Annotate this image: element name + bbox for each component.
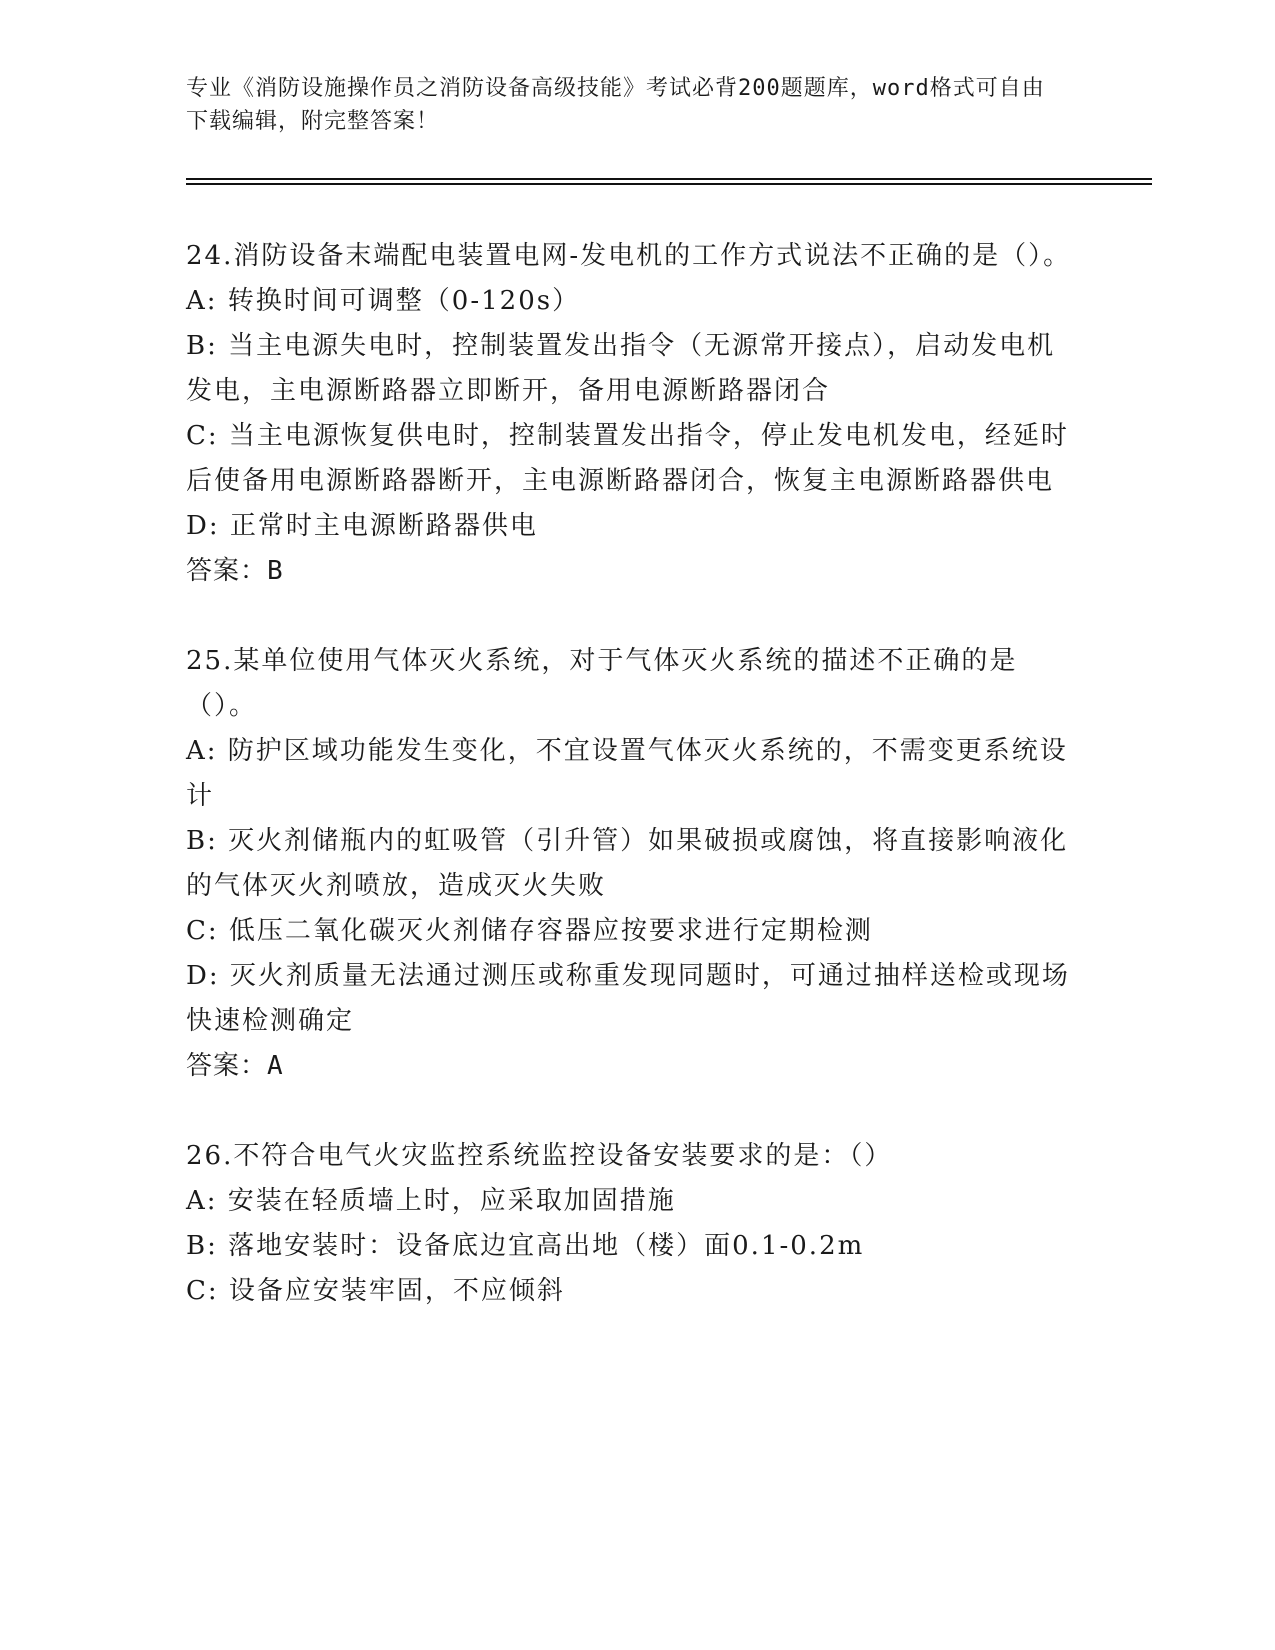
option-b: B: 当主电源失电时，控制装置发出指令（无源常开接点），启动发电机发电，主电源断路器立即断开，备用电源断路器闭合 bbox=[186, 331, 1056, 406]
option-a: A: 防护区域功能发生变化，不宜设置气体灭火系统的，不需变更系统设计 bbox=[186, 736, 1068, 811]
option-c: C: 当主电源恢复供电时，控制装置发出指令，停止发电机发电，经延时后使备用电源断路器断开，主电源断路器闭合，恢复主电源断路器供电 bbox=[186, 421, 1069, 496]
answer-label: 答案： bbox=[186, 556, 268, 586]
option-d: D: 灭火剂质量无法通过测压或称重发现同题时，可通过抽样送检或现场快速检测确定 bbox=[186, 961, 1070, 1036]
question-24 bbox=[186, 234, 1076, 594]
option-b: B: 落地安装时：设备底边宜高出地（楼）面0.1-0.2m bbox=[186, 1231, 865, 1261]
question-26 bbox=[186, 1134, 1076, 1314]
option-a: A: 安装在轻质墙上时，应采取加固措施 bbox=[186, 1186, 676, 1216]
option-a: A: 转换时间可调整（0-120s） bbox=[186, 286, 581, 316]
question-25 bbox=[186, 639, 1076, 1089]
answer-value: B bbox=[267, 556, 284, 586]
answer bbox=[186, 549, 1076, 594]
question-stem: 26.不符合电气火灾监控系统监控设备安装要求的是：（） bbox=[186, 1141, 893, 1171]
option-d: D: 正常时主电源断路器供电 bbox=[186, 511, 538, 541]
question-stem: 25.某单位使用气体灭火系统，对于气体灭火系统的描述不正确的是（）。 bbox=[186, 646, 1018, 721]
document-header: 专业《消防设施操作员之消防设备高级技能》考试必背200题题库，word格式可自由下载编辑，附完整答案！ bbox=[186, 76, 1045, 134]
option-c: C: 低压二氧化碳灭火剂储存容器应按要求进行定期检测 bbox=[186, 916, 873, 946]
option-b: B: 灭火剂储瓶内的虹吸管（引升管）如果破损或腐蚀，将直接影响液化的气体灭火剂喷放，造成灭火失败 bbox=[186, 826, 1069, 901]
header-divider-bottom bbox=[186, 183, 1152, 185]
answer-label: 答案： bbox=[186, 1051, 268, 1081]
answer-value: A bbox=[267, 1051, 284, 1081]
answer bbox=[186, 1044, 1076, 1089]
option-c: C: 设备应安装牢固，不应倾斜 bbox=[186, 1276, 565, 1306]
question-list bbox=[186, 234, 1076, 1359]
header-divider-top bbox=[186, 178, 1152, 180]
question-stem: 24.消防设备末端配电装置电网-发电机的工作方式说法不正确的是（）。 bbox=[186, 241, 1072, 271]
